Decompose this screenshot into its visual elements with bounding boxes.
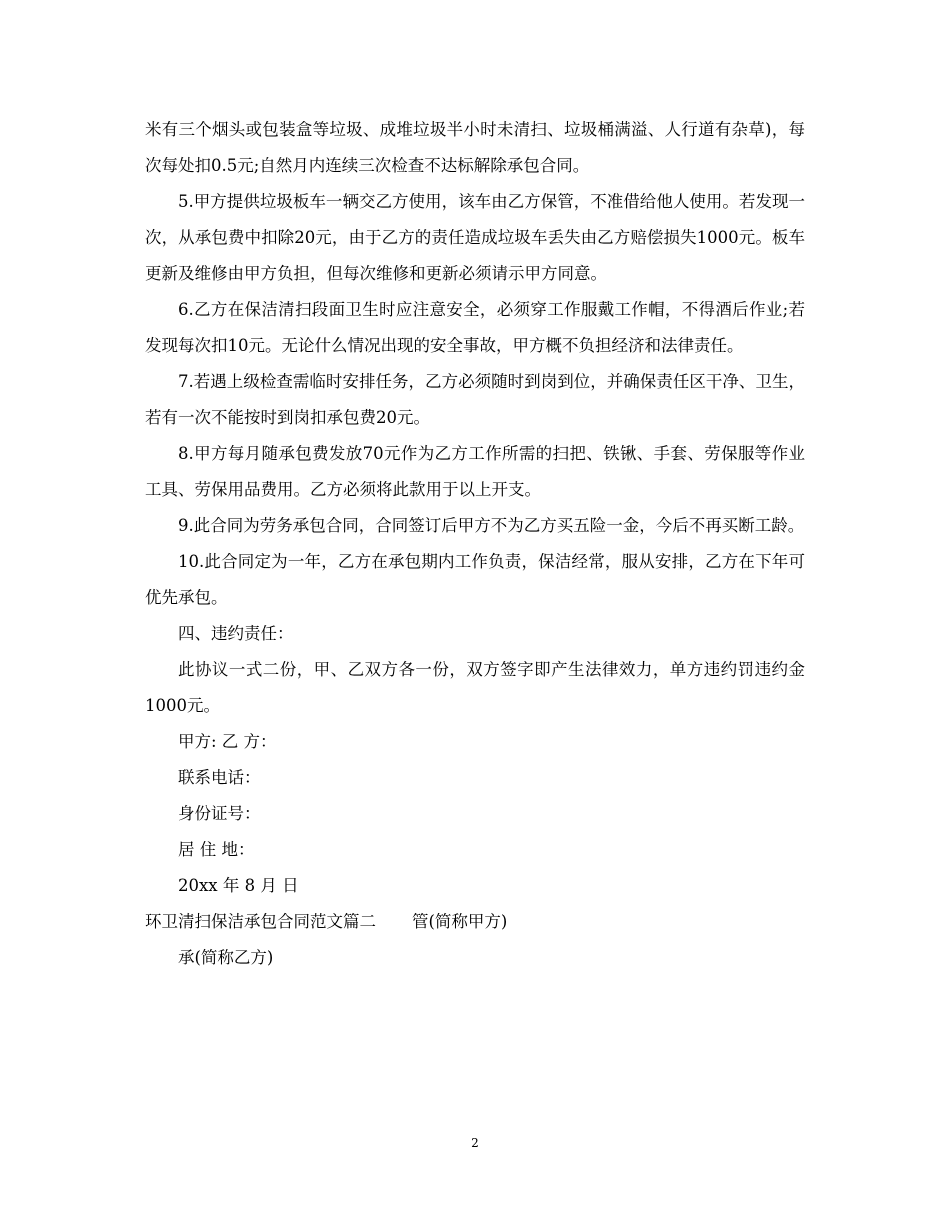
next-section-party-b: 承(简称乙方) (178, 948, 274, 967)
clause-10: 10.此合同定为一年，乙方在承包期内工作负责，保洁经常，服从安排，乙方在下年可优先承包。 (145, 552, 805, 607)
page-number: 2 (471, 1136, 479, 1150)
clause-7: 7.若遇上级检查需临时安排任务，乙方必须随时到岗到位，并确保责任区干净、卫生，若有一次不能按时到岗扣承包费20元。 (145, 372, 805, 427)
next-section-title: 环卫清扫保洁承包合同范文篇二 (145, 912, 376, 931)
signature-parties: 甲方: 乙 方： (178, 732, 277, 751)
document-body (145, 112, 805, 976)
clause-5: 5.甲方提供垃圾板车一辆交乙方使用，该车由乙方保管，不准借给他人使用。若发现一次，从承包费中扣除20元，由于乙方的责任造成垃圾车丢失由乙方赔偿损失1000元。板车更新及维修由甲方负担，但每次维修和更新必须请示甲方同意。 (145, 192, 805, 283)
clause-8: 8.甲方每月随承包费发放70元作为乙方工作所需的扫把、铁锹、手套、劳保服等作业工具、劳保用品费用。乙方必须将此款用于以上开支。 (145, 444, 805, 499)
signature-phone: 联系电话： (178, 768, 261, 787)
next-section-party-a: 管(简称甲方) (412, 912, 508, 931)
signature-residence: 居 住 地： (178, 840, 255, 859)
paragraph-continuation: 米有三个烟头或包装盒等垃圾、成堆垃圾半小时未清扫、垃圾桶满溢、人行道有杂草)，每次每处扣0.5元;自然月内连续三次检查不达标解除承包合同。 (145, 120, 805, 175)
signature-date: 20xx 年 8 月 日 (178, 876, 299, 895)
next-section-heading-row (145, 904, 805, 940)
clause-6: 6.乙方在保洁清扫段面卫生时应注意安全，必须穿工作服戴工作帽，不得酒后作业;若发现每次扣10元。无论什么情况出现的安全事故，甲方概不负担经济和法律责任。 (145, 300, 805, 355)
clause-9: 9.此合同为劳务承包合同，合同签订后甲方不为乙方买五险一金，今后不再买断工龄。 (178, 516, 805, 535)
breach-clause: 此协议一式二份，甲、乙双方各一份，双方签字即产生法律效力，单方违约罚违约金1000元。 (145, 660, 805, 715)
signature-id-number: 身份证号： (178, 804, 261, 823)
section-heading-breach: 四、违约责任： (178, 624, 294, 643)
